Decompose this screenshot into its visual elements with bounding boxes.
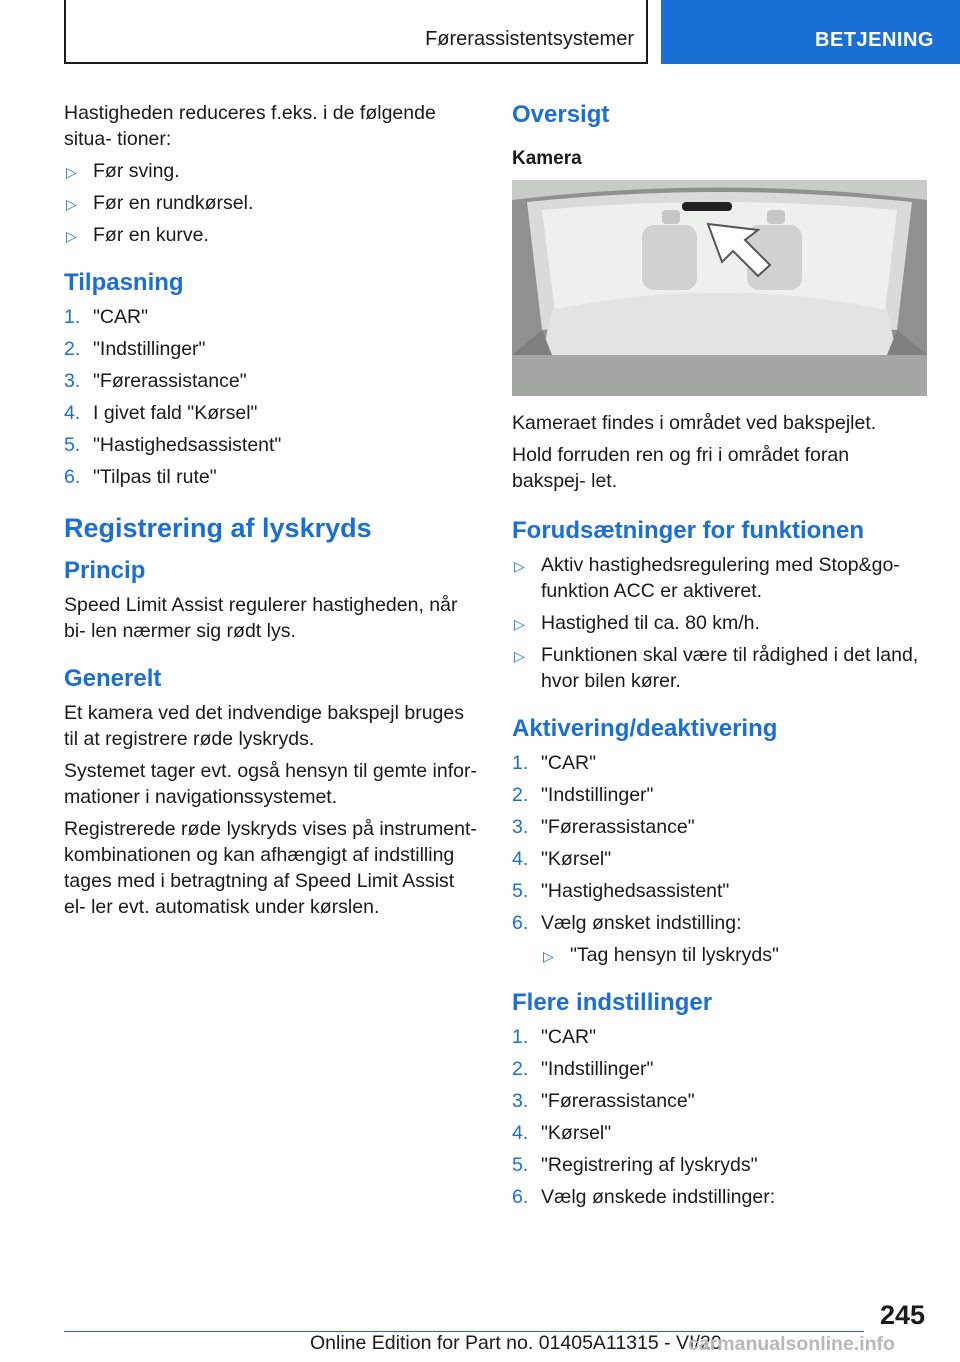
kamera-text-2: Hold forruden ren og fri i området foran bakspej- let. (512, 444, 850, 492)
chapter-title: BETJENING (815, 29, 934, 51)
step-item: 4. "Kørsel" (512, 848, 612, 870)
triangle-bullet-icon: ▷ (514, 616, 525, 632)
heading-tilpasning: Tilpasning (64, 269, 184, 296)
triangle-bullet-icon: ▷ (514, 558, 525, 574)
generelt-text-2: Systemet tager evt. også hensyn til gemte infor- mationer i navigationssystemet. (64, 760, 477, 808)
step-item: 2. "Indstillinger" (64, 338, 206, 360)
step-item: 5. "Registrering af lyskryds" (512, 1154, 758, 1176)
right-column (512, 100, 927, 1216)
left-column (64, 100, 479, 926)
requirements-list (512, 552, 927, 694)
step-item: 3. "Førerassistance" (512, 816, 695, 838)
heading-registrering: Registrering af lyskryds (64, 513, 372, 543)
step-item: 4. "Kørsel" (512, 1122, 612, 1144)
step-item: 6. Vælg ønsket indstilling: (512, 912, 742, 934)
step-item: 5. "Hastighedsassistent" (64, 434, 282, 456)
subheading-kamera: Kamera (512, 148, 582, 169)
watermark: carmanualsonline.info (688, 1333, 895, 1355)
step-item: 3. "Førerassistance" (512, 1090, 695, 1112)
kamera-text-1: Kameraet findes i området ved bakspejlet. (512, 412, 877, 434)
triangle-bullet-icon: ▷ (66, 164, 77, 180)
edition-text: Online Edition for Part no. 01405A11315 - VI/20 (310, 1332, 722, 1354)
heading-flere: Flere indstillinger (512, 989, 713, 1016)
step-item: 6. "Tilpas til rute" (64, 466, 217, 488)
heading-princip: Princip (64, 557, 146, 584)
list-item: ▷ Før en rundkørsel. (64, 190, 479, 216)
situation-list (64, 158, 479, 248)
generelt-text-3: Registrerede røde lyskryds vises på instrument- kombinationen og kan afhængigt af indstilling tages med i betragtning af Speed Limit Assist el- ler evt. automatisk under kørslen. (64, 818, 477, 918)
heading-forudsaetninger: Forudsætninger for funktionen (512, 517, 864, 544)
aktivering-sub-list (541, 942, 927, 968)
step-item: 1. "CAR" (64, 306, 149, 328)
step-item: 3. "Førerassistance" (64, 370, 247, 392)
list-item: ▷ Funktionen skal være til rådighed i det land, hvor bilen kører. (514, 644, 919, 692)
page-number: 245 (880, 1300, 926, 1330)
step-item: 6. Vælg ønskede indstillinger: (512, 1186, 776, 1208)
camera-location-image (512, 180, 927, 396)
step-item: 1. "CAR" (512, 1026, 597, 1048)
chapter-tab (661, 0, 960, 64)
aktivering-steps (512, 750, 927, 936)
triangle-bullet-icon: ▷ (66, 228, 77, 244)
section-title: Førerassistentsystemer (425, 28, 634, 50)
running-header (64, 0, 648, 64)
step-item: 1. "CAR" (512, 752, 597, 774)
step-item: 4. I givet fald "Kørsel" (64, 402, 258, 424)
princip-text: Speed Limit Assist regulerer hastigheden, når bi- len nærmer sig rødt lys. (64, 594, 458, 642)
intro-text: Hastigheden reduceres f.eks. i de følgende situa- tioner: (64, 102, 436, 150)
step-item: 5. "Hastighedsassistent" (512, 880, 730, 902)
list-item: ▷ "Tag hensyn til lyskryds" (541, 942, 927, 968)
triangle-bullet-icon: ▷ (66, 196, 77, 212)
step-item: 2. "Indstillinger" (512, 1058, 654, 1080)
generelt-text-1: Et kamera ved det indvendige bakspejl bruges til at registrere røde lyskryds. (64, 702, 464, 750)
list-item: ▷ Før en kurve. (64, 222, 479, 248)
step-item: 2. "Indstillinger" (512, 784, 654, 806)
list-item: ▷ Før sving. (64, 158, 479, 184)
flere-steps (512, 1024, 927, 1210)
tilpasning-steps (64, 304, 479, 490)
list-item: ▷ Aktiv hastighedsregulering med Stop&go- funktion ACC er aktiveret. (514, 554, 900, 602)
triangle-bullet-icon: ▷ (514, 648, 525, 664)
heading-aktivering: Aktivering/deaktivering (512, 715, 778, 742)
triangle-bullet-icon: ▷ (543, 948, 554, 964)
heading-generelt: Generelt (64, 665, 162, 692)
heading-oversigt: Oversigt (512, 101, 610, 128)
list-item: ▷ Hastighed til ca. 80 km/h. (512, 610, 927, 636)
